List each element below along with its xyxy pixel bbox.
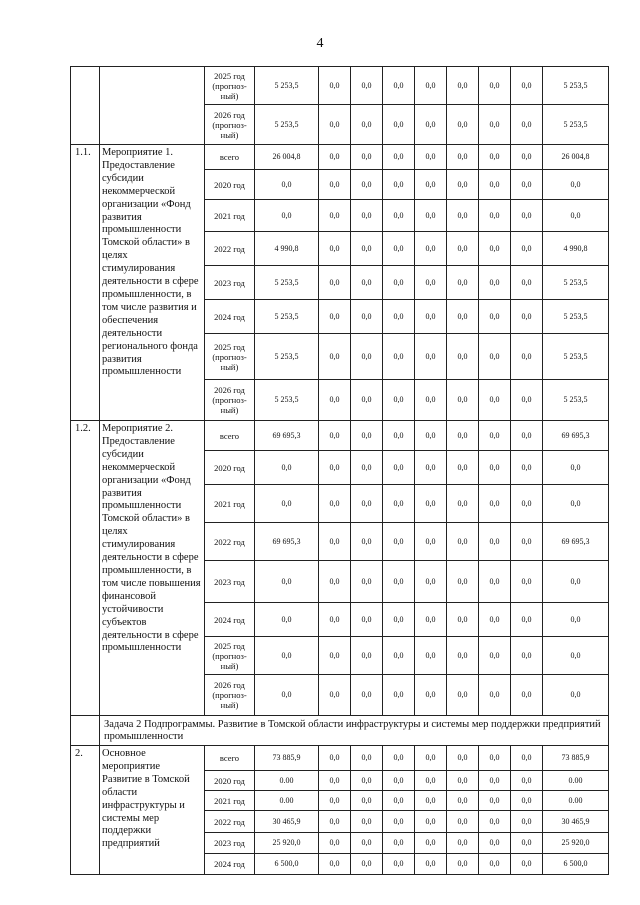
value-cell: 0,0 [319,637,351,675]
value-cell: 0,0 [447,746,479,771]
value-cell: 0.00 [255,771,319,791]
value-cell: 0,0 [511,561,543,603]
value-cell: 0,0 [479,105,511,145]
value-cell: 0,0 [383,266,415,300]
value-cell: 0,0 [447,485,479,523]
year-cell: 2024 год [205,854,255,875]
value-cell: 0,0 [479,791,511,811]
value-cell: 0,0 [511,854,543,875]
value-cell: 0,0 [383,334,415,380]
value-cell: 5 253,5 [543,334,609,380]
value-cell: 0,0 [319,811,351,833]
value-cell: 0,0 [511,485,543,523]
value-cell: 0,0 [415,811,447,833]
value-cell: 0,0 [511,746,543,771]
value-cell: 0,0 [479,266,511,300]
value-cell: 0,0 [383,675,415,716]
value-cell: 0,0 [479,300,511,334]
item-description: Мероприятие 1. Предоставление субсидии некоммерческой организации «Фонд развития промышленности Томской области» в целях стимулирования деятельности в сфере промышленности, в том числе развития и обеспечения деятельности регионального фонда развития промышленности [100,145,205,421]
value-cell: 0,0 [543,170,609,200]
value-cell: 0,0 [511,603,543,637]
value-cell: 26 004,8 [543,145,609,170]
value-cell: 0,0 [351,523,383,561]
value-cell: 0,0 [479,451,511,485]
value-cell: 5 253,5 [543,300,609,334]
value-cell: 0,0 [319,675,351,716]
value-cell: 0,0 [511,67,543,105]
value-cell: 0,0 [447,833,479,854]
value-cell: 0,0 [351,771,383,791]
value-cell: 6 500,0 [543,854,609,875]
value-cell: 0,0 [319,232,351,266]
value-cell: 0,0 [351,485,383,523]
year-cell: 2022 год [205,523,255,561]
value-cell: 0,0 [511,637,543,675]
item-number: 2. [71,746,100,875]
item-number: 1.1. [71,145,100,421]
item-description: Мероприятие 2. Предоставление субсидии некоммерческой организации «Фонд развития промышленности Томской области» в целях стимулирования деятельности в сфере промышленности, в том числе повышения финансовой устойчивости субъектов деятельности в сфере промышленности [100,421,205,716]
value-cell: 0,0 [511,833,543,854]
value-cell: 0,0 [479,637,511,675]
value-cell: 0,0 [511,421,543,451]
task-row [71,716,609,746]
value-cell: 0,0 [479,523,511,561]
value-cell: 0,0 [351,170,383,200]
value-cell: 0,0 [415,771,447,791]
value-cell: 0,0 [255,485,319,523]
value-cell: 0,0 [511,334,543,380]
value-cell: 0,0 [447,266,479,300]
value-cell: 0,0 [511,811,543,833]
value-cell: 0,0 [447,523,479,561]
value-cell: 0,0 [415,675,447,716]
value-cell: 0,0 [447,771,479,791]
value-cell: 0,0 [383,170,415,200]
value-cell: 0,0 [447,637,479,675]
value-cell: 5 253,5 [543,105,609,145]
value-cell: 0,0 [319,746,351,771]
year-cell: 2026 год (прогноз-ный) [205,675,255,716]
value-cell: 0,0 [351,380,383,421]
value-cell: 0,0 [383,791,415,811]
value-cell: 0,0 [351,421,383,451]
value-cell: 0,0 [543,561,609,603]
value-cell: 0,0 [479,854,511,875]
value-cell: 0,0 [351,675,383,716]
value-cell: 0,0 [255,603,319,637]
value-cell: 0,0 [479,771,511,791]
page-number: 4 [316,36,324,51]
value-cell: 0,0 [447,105,479,145]
year-cell: 2021 год [205,200,255,232]
value-cell: 0,0 [255,451,319,485]
value-cell: 0,0 [447,170,479,200]
value-cell: 5 253,5 [255,266,319,300]
value-cell: 0.00 [543,791,609,811]
value-cell: 0,0 [415,266,447,300]
value-cell: 0,0 [319,854,351,875]
value-cell: 0,0 [543,200,609,232]
value-cell: 0,0 [383,523,415,561]
value-cell: 0,0 [351,811,383,833]
value-cell: 0,0 [351,854,383,875]
value-cell: 0,0 [351,746,383,771]
value-cell: 0,0 [511,170,543,200]
value-cell: 0,0 [415,791,447,811]
value-cell: 0,0 [415,561,447,603]
value-cell: 0,0 [479,561,511,603]
value-cell: 0,0 [319,334,351,380]
value-cell: 0,0 [447,334,479,380]
value-cell: 0,0 [479,746,511,771]
year-cell: 2022 год [205,232,255,266]
value-cell: 0,0 [447,603,479,637]
year-cell: 2025 год (прогноз-ный) [205,637,255,675]
value-cell: 0,0 [319,771,351,791]
value-cell: 0,0 [351,266,383,300]
value-cell: 0,0 [415,637,447,675]
value-cell: 0,0 [351,603,383,637]
value-cell: 73 885,9 [255,746,319,771]
value-cell: 0,0 [415,421,447,451]
value-cell: 0,0 [383,561,415,603]
value-cell: 0,0 [447,145,479,170]
value-cell: 73 885,9 [543,746,609,771]
value-cell: 0,0 [383,451,415,485]
year-cell: 2021 год [205,791,255,811]
value-cell: 0,0 [415,603,447,637]
year-cell: всего [205,746,255,771]
year-cell: всего [205,421,255,451]
value-cell: 0,0 [479,170,511,200]
value-cell: 0,0 [319,421,351,451]
value-cell: 0,0 [319,380,351,421]
value-cell: 0,0 [447,561,479,603]
value-cell: 0,0 [415,523,447,561]
value-cell: 0,0 [479,200,511,232]
value-cell: 0,0 [479,421,511,451]
value-cell: 0,0 [255,200,319,232]
task-blank-cell [71,716,100,746]
value-cell: 0,0 [511,300,543,334]
item-number [71,67,100,145]
value-cell: 0,0 [543,675,609,716]
value-cell: 0,0 [479,380,511,421]
item-number: 1.2. [71,421,100,716]
value-cell: 0,0 [255,561,319,603]
value-cell: 25 920,0 [543,833,609,854]
value-cell: 0,0 [415,451,447,485]
value-cell: 4 990,8 [255,232,319,266]
value-cell: 0,0 [351,561,383,603]
value-cell: 0,0 [511,771,543,791]
value-cell: 0,0 [415,854,447,875]
value-cell: 0,0 [415,200,447,232]
value-cell: 69 695,3 [255,523,319,561]
item-description [100,67,205,145]
value-cell: 0,0 [479,833,511,854]
value-cell: 0,0 [479,334,511,380]
year-cell: 2023 год [205,266,255,300]
value-cell: 0,0 [351,637,383,675]
value-cell: 0,0 [415,67,447,105]
year-cell: 2024 год [205,300,255,334]
value-cell: 0,0 [319,170,351,200]
value-cell: 0,0 [511,200,543,232]
value-cell: 0,0 [319,485,351,523]
value-cell: 69 695,3 [543,523,609,561]
value-cell: 0,0 [447,854,479,875]
value-cell: 0,0 [319,105,351,145]
value-cell: 0,0 [415,232,447,266]
value-cell: 0,0 [511,145,543,170]
value-cell: 0,0 [511,791,543,811]
value-cell: 0,0 [479,145,511,170]
value-cell: 0,0 [479,811,511,833]
table-row [71,421,609,451]
value-cell: 0,0 [351,334,383,380]
value-cell: 0,0 [543,603,609,637]
value-cell: 5 253,5 [255,67,319,105]
value-cell: 0,0 [383,380,415,421]
value-cell: 5 253,5 [255,300,319,334]
value-cell: 0,0 [415,380,447,421]
value-cell: 0,0 [319,300,351,334]
value-cell: 0,0 [415,334,447,380]
year-cell: 2023 год [205,561,255,603]
year-cell: 2026 год (прогноз-ный) [205,105,255,145]
value-cell: 0,0 [319,67,351,105]
item-description: Основное мероприятие Развитие в Томской области инфраструктуры и системы мер поддержки предприятий [100,746,205,875]
value-cell: 0,0 [383,67,415,105]
value-cell: 5 253,5 [543,380,609,421]
value-cell: 0,0 [479,67,511,105]
value-cell: 0,0 [415,746,447,771]
value-cell: 0,0 [447,421,479,451]
value-cell: 0,0 [415,300,447,334]
value-cell: 0,0 [319,523,351,561]
value-cell: 0,0 [511,675,543,716]
year-cell: 2024 год [205,603,255,637]
year-cell: 2020 год [205,451,255,485]
value-cell: 0.00 [543,771,609,791]
year-cell: 2020 год [205,170,255,200]
value-cell: 0,0 [383,746,415,771]
value-cell: 0,0 [511,380,543,421]
value-cell: 0,0 [479,603,511,637]
value-cell: 0,0 [447,200,479,232]
table-row [71,746,609,771]
value-cell: 0,0 [447,451,479,485]
value-cell: 0,0 [383,200,415,232]
table-row [71,145,609,170]
value-cell: 0,0 [447,300,479,334]
value-cell: 0,0 [383,421,415,451]
value-cell: 4 990,8 [543,232,609,266]
value-cell: 0,0 [543,451,609,485]
value-cell: 0,0 [319,266,351,300]
value-cell: 0,0 [383,771,415,791]
value-cell: 0,0 [383,854,415,875]
value-cell: 0,0 [351,791,383,811]
value-cell: 0,0 [319,603,351,637]
value-cell: 0,0 [415,485,447,523]
value-cell: 0,0 [319,791,351,811]
value-cell: 0,0 [479,485,511,523]
value-cell: 0,0 [383,232,415,266]
value-cell: 0,0 [383,833,415,854]
value-cell: 0,0 [511,523,543,561]
value-cell: 5 253,5 [255,334,319,380]
year-cell: 2023 год [205,833,255,854]
value-cell: 0,0 [511,105,543,145]
value-cell: 0,0 [383,145,415,170]
value-cell: 26 004,8 [255,145,319,170]
value-cell: 0,0 [511,451,543,485]
value-cell: 0,0 [383,811,415,833]
value-cell: 0,0 [351,451,383,485]
value-cell: 5 253,5 [543,266,609,300]
value-cell: 5 253,5 [255,380,319,421]
table-row [71,67,609,105]
value-cell: 0,0 [351,833,383,854]
value-cell: 0,0 [447,675,479,716]
value-cell: 0,0 [383,300,415,334]
value-cell: 0,0 [351,105,383,145]
value-cell: 0,0 [351,145,383,170]
value-cell: 0,0 [383,105,415,145]
value-cell: 0,0 [319,451,351,485]
value-cell: 0,0 [319,833,351,854]
value-cell: 0,0 [383,485,415,523]
value-cell: 30 465,9 [255,811,319,833]
value-cell: 0,0 [415,145,447,170]
year-cell: 2022 год [205,811,255,833]
value-cell: 0,0 [479,675,511,716]
value-cell: 0,0 [351,67,383,105]
value-cell: 0,0 [319,200,351,232]
value-cell: 0,0 [479,232,511,266]
value-cell: 0,0 [447,232,479,266]
year-cell: 2025 год (прогноз-ный) [205,67,255,105]
value-cell: 0,0 [383,603,415,637]
value-cell: 0,0 [447,811,479,833]
value-cell: 0,0 [415,170,447,200]
value-cell: 30 465,9 [543,811,609,833]
value-cell: 0,0 [383,637,415,675]
year-cell: всего [205,145,255,170]
value-cell: 0,0 [351,300,383,334]
year-cell: 2026 год (прогноз-ный) [205,380,255,421]
value-cell: 0,0 [255,675,319,716]
value-cell: 5 253,5 [255,105,319,145]
budget-table [70,66,609,875]
task-title: Задача 2 Подпрограммы. Развитие в Томской области инфраструктуры и системы мер поддержки предприятий промышленности [100,716,609,746]
value-cell: 0,0 [511,232,543,266]
year-cell: 2025 год (прогноз-ный) [205,334,255,380]
value-cell: 0,0 [319,561,351,603]
value-cell: 69 695,3 [255,421,319,451]
value-cell: 0.00 [255,791,319,811]
value-cell: 5 253,5 [543,67,609,105]
value-cell: 0,0 [255,170,319,200]
value-cell: 0,0 [351,200,383,232]
value-cell: 0,0 [351,232,383,266]
value-cell: 0,0 [543,637,609,675]
value-cell: 0,0 [447,791,479,811]
value-cell: 0,0 [543,485,609,523]
value-cell: 0,0 [447,67,479,105]
value-cell: 0,0 [415,833,447,854]
year-cell: 2020 год [205,771,255,791]
value-cell: 0,0 [511,266,543,300]
value-cell: 0,0 [319,145,351,170]
year-cell: 2021 год [205,485,255,523]
value-cell: 25 920,0 [255,833,319,854]
value-cell: 0,0 [415,105,447,145]
value-cell: 69 695,3 [543,421,609,451]
value-cell: 0,0 [255,637,319,675]
value-cell: 0,0 [447,380,479,421]
value-cell: 6 500,0 [255,854,319,875]
